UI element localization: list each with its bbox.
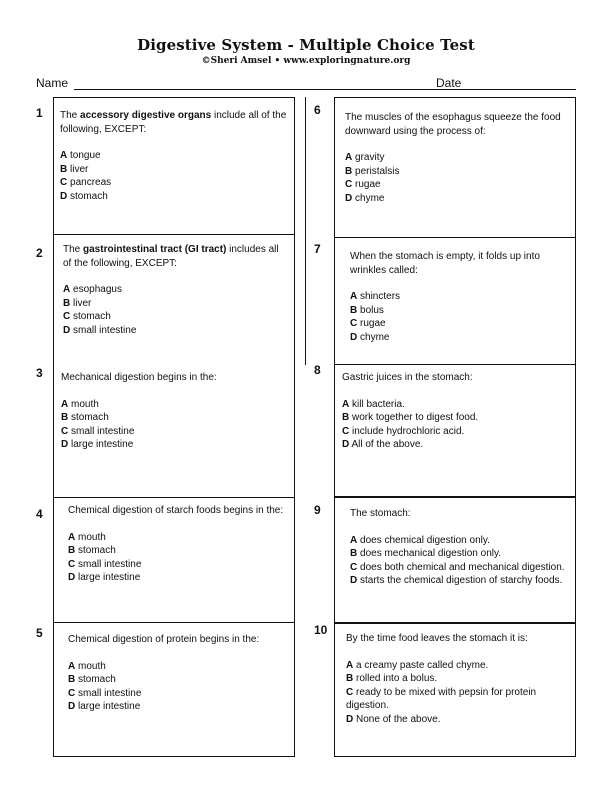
- question-stem: The muscles of the esophagus squeeze the food downward using the process of:: [345, 112, 561, 137]
- credit-line: ©Sheri Amsel • www.exploringnature.org: [201, 56, 411, 66]
- answer-option[interactable]: C pancreas: [60, 177, 112, 188]
- answer-option[interactable]: C include hydrochloric acid.: [342, 425, 465, 437]
- question-stem: The gastrointestinal tract (GI tract) includes all of the following, EXCEPT:: [63, 244, 279, 269]
- answer-option[interactable]: A kill bacteria.: [342, 398, 405, 410]
- answer-option[interactable]: A a creamy paste called chyme.: [346, 659, 489, 671]
- question-3: [61, 371, 289, 452]
- answer-option[interactable]: B liver: [63, 297, 92, 309]
- question-stem: By the time food leaves the stomach it is:: [346, 633, 528, 644]
- question-number: 3: [36, 366, 43, 380]
- question-stem: Gastric juices in the stomach:: [342, 372, 473, 383]
- question-stem: Chemical digestion of starch foods begins in the:: [68, 505, 284, 516]
- question-stem: Chemical digestion of protein begins in the:: [68, 634, 260, 645]
- answer-option[interactable]: D large intestine: [68, 572, 141, 583]
- question-8: [342, 371, 570, 452]
- name-field[interactable]: [74, 89, 468, 90]
- answer-option[interactable]: D stomach: [60, 190, 108, 202]
- answer-option[interactable]: B stomach: [68, 545, 116, 556]
- question-4: [68, 504, 286, 585]
- answer-option[interactable]: D starts the chemical digestion of starchy foods.: [350, 575, 563, 586]
- question-9: [350, 507, 568, 588]
- answer-option[interactable]: A shincters: [350, 291, 401, 302]
- question-stem: When the stomach is empty, it folds up into wrinkles called:: [350, 251, 540, 276]
- answer-option[interactable]: A mouth: [68, 531, 106, 543]
- answer-option[interactable]: A gravity: [345, 152, 385, 163]
- answer-option[interactable]: C small intestine: [68, 687, 142, 699]
- answer-option[interactable]: B bolus: [350, 304, 384, 316]
- page-title: Digestive System - Multiple Choice Test: [137, 36, 475, 54]
- question-stem: The accessory digestive organs include all of the following, EXCEPT:: [60, 110, 287, 135]
- answer-option[interactable]: C does both chemical and mechanical digestion.: [350, 561, 565, 573]
- answer-option[interactable]: B work together to digest food.: [342, 412, 479, 423]
- question-number: 7: [314, 242, 321, 256]
- answer-option[interactable]: B does mechanical digestion only.: [350, 548, 502, 559]
- answer-option[interactable]: A mouth: [61, 398, 99, 410]
- question-number: 2: [36, 246, 43, 260]
- question-number: 5: [36, 626, 43, 640]
- answer-option[interactable]: A mouth: [68, 660, 106, 672]
- answer-option[interactable]: D large intestine: [68, 701, 141, 712]
- answer-option[interactable]: D chyme: [345, 192, 385, 204]
- question-stem: The stomach:: [350, 508, 411, 519]
- question-6: [345, 111, 571, 205]
- question-number: 9: [314, 503, 321, 517]
- date-label: Date: [436, 76, 462, 90]
- answer-option[interactable]: D None of the above.: [346, 713, 441, 725]
- question-number: 8: [314, 363, 321, 377]
- answer-option[interactable]: D small intestine: [63, 324, 137, 336]
- question-number: 10: [314, 623, 328, 637]
- name-label: Name: [36, 76, 69, 90]
- question-stem: Mechanical digestion begins in the:: [61, 372, 217, 383]
- question-10: [346, 632, 568, 726]
- answer-option[interactable]: C small intestine: [61, 425, 135, 437]
- question-number: 1: [36, 106, 43, 120]
- question-1: [60, 109, 290, 203]
- answer-option[interactable]: C rugae: [350, 318, 386, 329]
- answer-option[interactable]: B peristalsis: [345, 165, 400, 177]
- question-7: [350, 250, 572, 344]
- answer-option[interactable]: B liver: [60, 163, 89, 175]
- answer-option[interactable]: A esophagus: [63, 284, 122, 295]
- answer-option[interactable]: A does chemical digestion only.: [350, 534, 490, 546]
- answer-option[interactable]: D large intestine: [61, 439, 134, 450]
- answer-option[interactable]: C ready to be mixed with pepsin for protein digestion.: [346, 686, 537, 711]
- answer-option[interactable]: B stomach: [61, 412, 109, 423]
- answer-option[interactable]: C small intestine: [68, 558, 142, 570]
- answer-option[interactable]: D chyme: [350, 331, 390, 343]
- name-date-line: [36, 76, 576, 92]
- answer-option[interactable]: C stomach: [63, 311, 111, 322]
- question-2: [63, 243, 289, 337]
- answer-option[interactable]: B rolled into a bolus.: [346, 673, 438, 684]
- question-number: 4: [36, 507, 43, 521]
- date-field[interactable]: [466, 89, 576, 90]
- answer-option[interactable]: A tongue: [60, 150, 101, 161]
- divider-line: [305, 97, 306, 365]
- answer-option[interactable]: C rugae: [345, 179, 381, 190]
- answer-option[interactable]: B stomach: [68, 674, 116, 685]
- question-number: 6: [314, 103, 321, 117]
- question-5: [68, 633, 278, 714]
- answer-option[interactable]: D All of the above.: [342, 439, 424, 450]
